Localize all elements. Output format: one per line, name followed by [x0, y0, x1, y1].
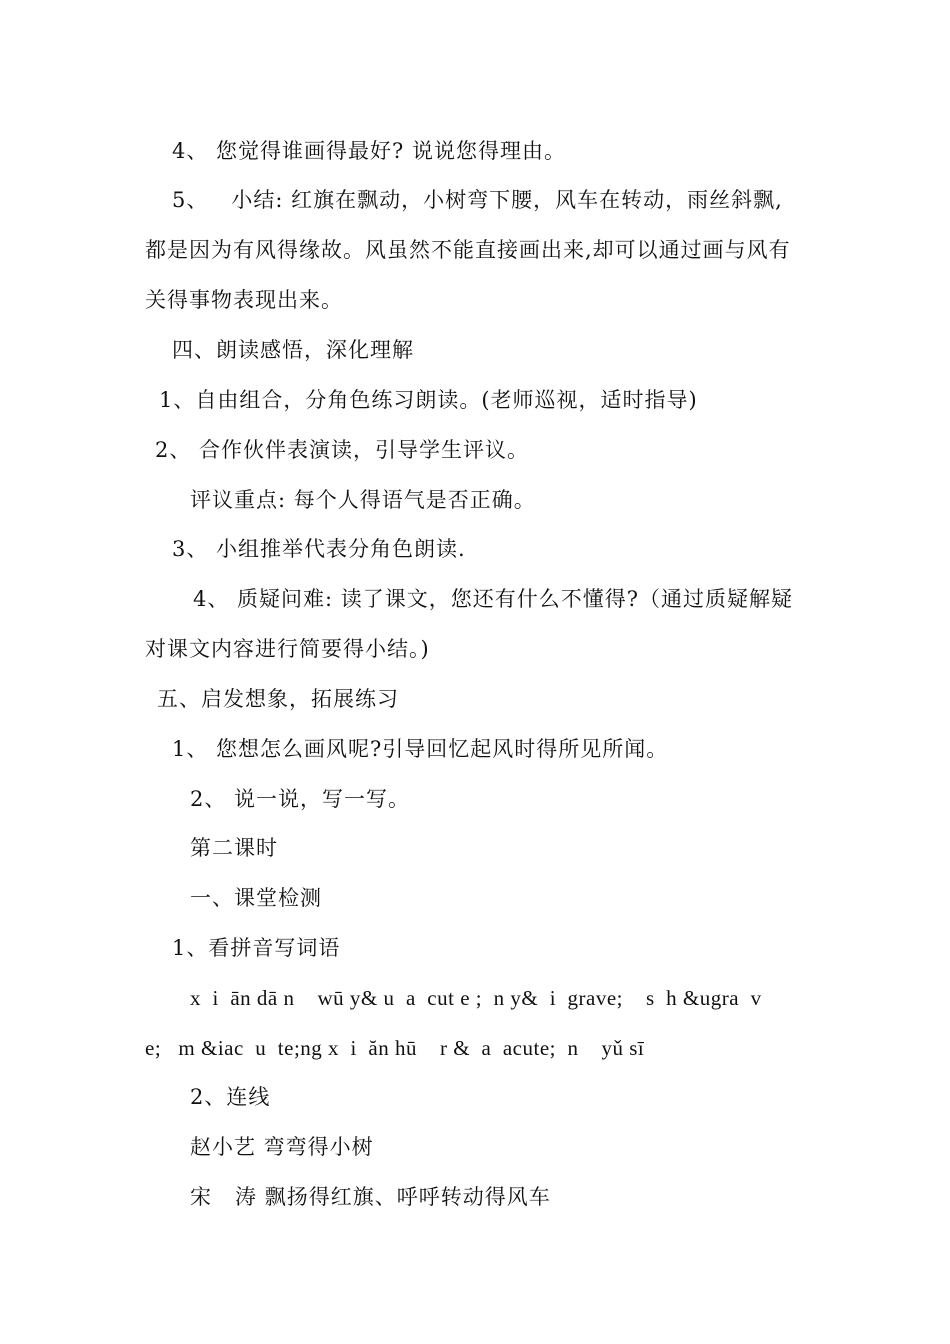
paragraph-summary-line-1: 5、 小结: 红旗在飘动，小树弯下腰，风车在转动，雨丝斜飘,	[172, 188, 783, 212]
pinyin-line-2: e; m &iac u te;ng x i ăn hū r & a acute; n yǔ sī	[145, 1036, 645, 1060]
exercise-heading-pinyin: 1、看拼音写词语	[172, 936, 341, 960]
matching-line-2: 宋 涛 飘扬得红旗、呼呼转动得风车	[190, 1185, 551, 1209]
paragraph-review-focus: 评议重点: 每个人得语气是否正确。	[190, 488, 536, 512]
paragraph-summary-line-2: 都是因为有风得缘故。风虽然不能直接画出来,却可以通过画与风有	[145, 238, 791, 262]
section-heading-5: 五、启发想象，拓展练习	[157, 687, 399, 711]
paragraph-item-4: 4、 您觉得谁画得最好? 说说您得理由。	[172, 139, 566, 163]
matching-line-1: 赵小艺 弯弯得小树	[190, 1135, 374, 1159]
paragraph-summary-line-3: 关得事物表现出来。	[145, 288, 343, 312]
paragraph-question-line-1: 4、 质疑问难: 读了课文，您还有什么不懂得?（通过质疑解疑	[193, 587, 794, 611]
paragraph-item-1: 1、自由组合，分角色练习朗读。(老师巡视，适时指导)	[159, 388, 698, 412]
paragraph-item-2: 2、 合作伙伴表演读，引导学生评议。	[155, 438, 530, 462]
exercise-heading-matching: 2、连线	[190, 1085, 271, 1109]
paragraph-draw-wind: 1、 您想怎么画风呢?引导回忆起风时得所见所闻。	[172, 737, 669, 761]
paragraph-say-write: 2、 说一说，写一写。	[190, 787, 411, 811]
pinyin-line-1: x i ān dā n wū y& u a cut e ; n y& i grave; s h &ugra v	[190, 986, 762, 1010]
lesson-heading: 第二课时	[190, 836, 278, 860]
section-heading-class-test: 一、课堂检测	[190, 886, 322, 910]
paragraph-question-line-2: 对课文内容进行简要得小结。)	[145, 637, 430, 661]
section-heading-4: 四、朗读感悟，深化理解	[172, 338, 414, 362]
paragraph-item-3: 3、 小组推举代表分角色朗读.	[172, 537, 466, 561]
